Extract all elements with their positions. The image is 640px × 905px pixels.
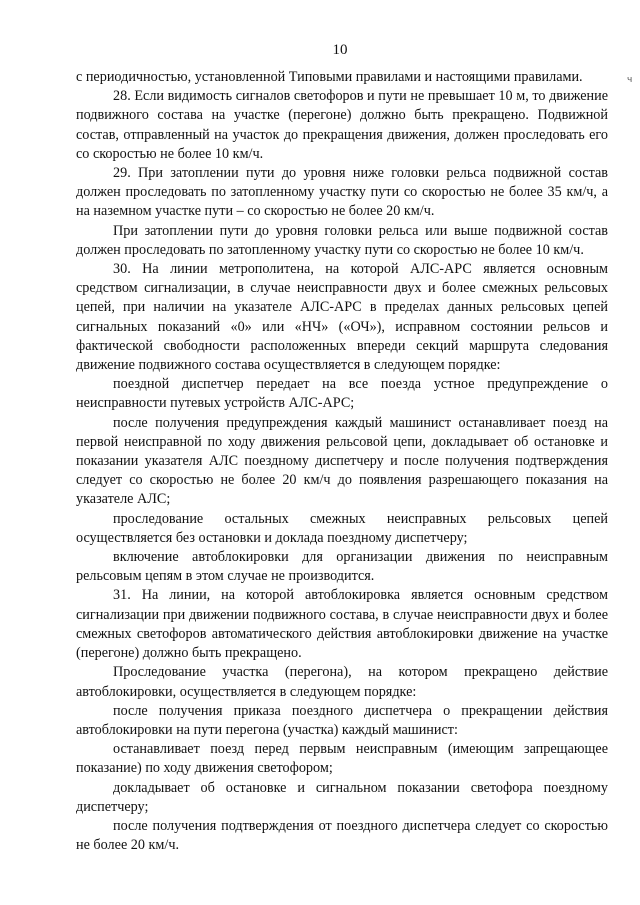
paragraph: 29. При затоплении пути до уровня ниже головки рельса подвижной состав должен проследовать по затопленному участку пути со скоростью не более 35 км/ч, а на наземном участке пути – со скоростью не более 20 км/ч. <box>76 165 608 220</box>
margin-mark: ч <box>627 75 633 85</box>
paragraph: после получения предупреждения каждый машинист останавливает поезд на первой неисправной по ходу движения рельсовой цепи, докладывает об остановке и показании указателя АЛС поездному диспетчеру и после получения подтверждения следует со скоростью не более 20 км/ч до появления разрешающего показания на указателе АЛС; <box>76 414 608 508</box>
paragraph: с периодичностью, установленной Типовыми правилами и настоящими правилами. <box>76 69 583 85</box>
document-body <box>76 68 608 855</box>
paragraph: после получения приказа поездного диспетчера о прекращении действия автоблокировки на пути перегона (участка) каждый машинист: <box>76 702 608 738</box>
page-number: 10 <box>332 42 348 58</box>
paragraph: 31. На линии, на которой автоблокировка является основным средством сигнализации при движении подвижного состава, в случае неисправности двух и более смежных светофоров автоматического действия автоблокировки движение на участке (перегоне) должно быть прекращено. <box>76 587 608 662</box>
paragraph: 28. Если видимость сигналов светофоров и пути не превышает 10 м, то движение подвижного состава на участке (перегоне) должно быть прекращено. Подвижной состав, отправленный на участок до прекращения движения, должен проследовать его со скоростью не более 10 км/ч. <box>76 88 608 162</box>
paragraph: проследование остальных смежных неисправных рельсовых цепей осуществляется без остановки и доклада поездному диспетчеру; <box>76 510 608 546</box>
paragraph: поездной диспетчер передает на все поезда устное предупреждение о неисправности путевых устройств АЛС-АРС; <box>76 376 608 412</box>
paragraph: При затоплении пути до уровня головки рельса или выше подвижной состав должен проследовать по затопленному участку пути со скоростью не более 10 км/ч. <box>76 222 608 258</box>
paragraph: 30. На линии метрополитена, на которой АЛС-АРС является основным средством сигнализации, в случае неисправности двух и более смежных рельсовых цепей, при наличии на указателе АЛС-АРС в пределах данных рельсовых цепей сигнальных показаний «0» или «НЧ» («ОЧ»), исправном состоянии рельсов и фактической свободности расположенных впереди секций маршрута следования движение подвижного состава осуществляется в следующем порядке: <box>76 261 608 374</box>
paragraph: включение автоблокировки для организации движения по неисправным рельсовым цепям в этом случае не производится. <box>76 549 608 585</box>
paragraph: останавливает поезд перед первым неисправным (имеющим запрещающее показание) по ходу движения светофором; <box>76 741 608 777</box>
paragraph: Проследование участка (перегона), на котором прекращено действие автоблокировки, осуществляется в следующем порядке: <box>76 664 608 700</box>
paragraph: после получения подтверждения от поездного диспетчера следует со скоростью не более 20 км/ч. <box>76 817 608 854</box>
paragraph: докладывает об остановке и сигнальном показании светофора поездному диспетчеру; <box>76 779 608 815</box>
